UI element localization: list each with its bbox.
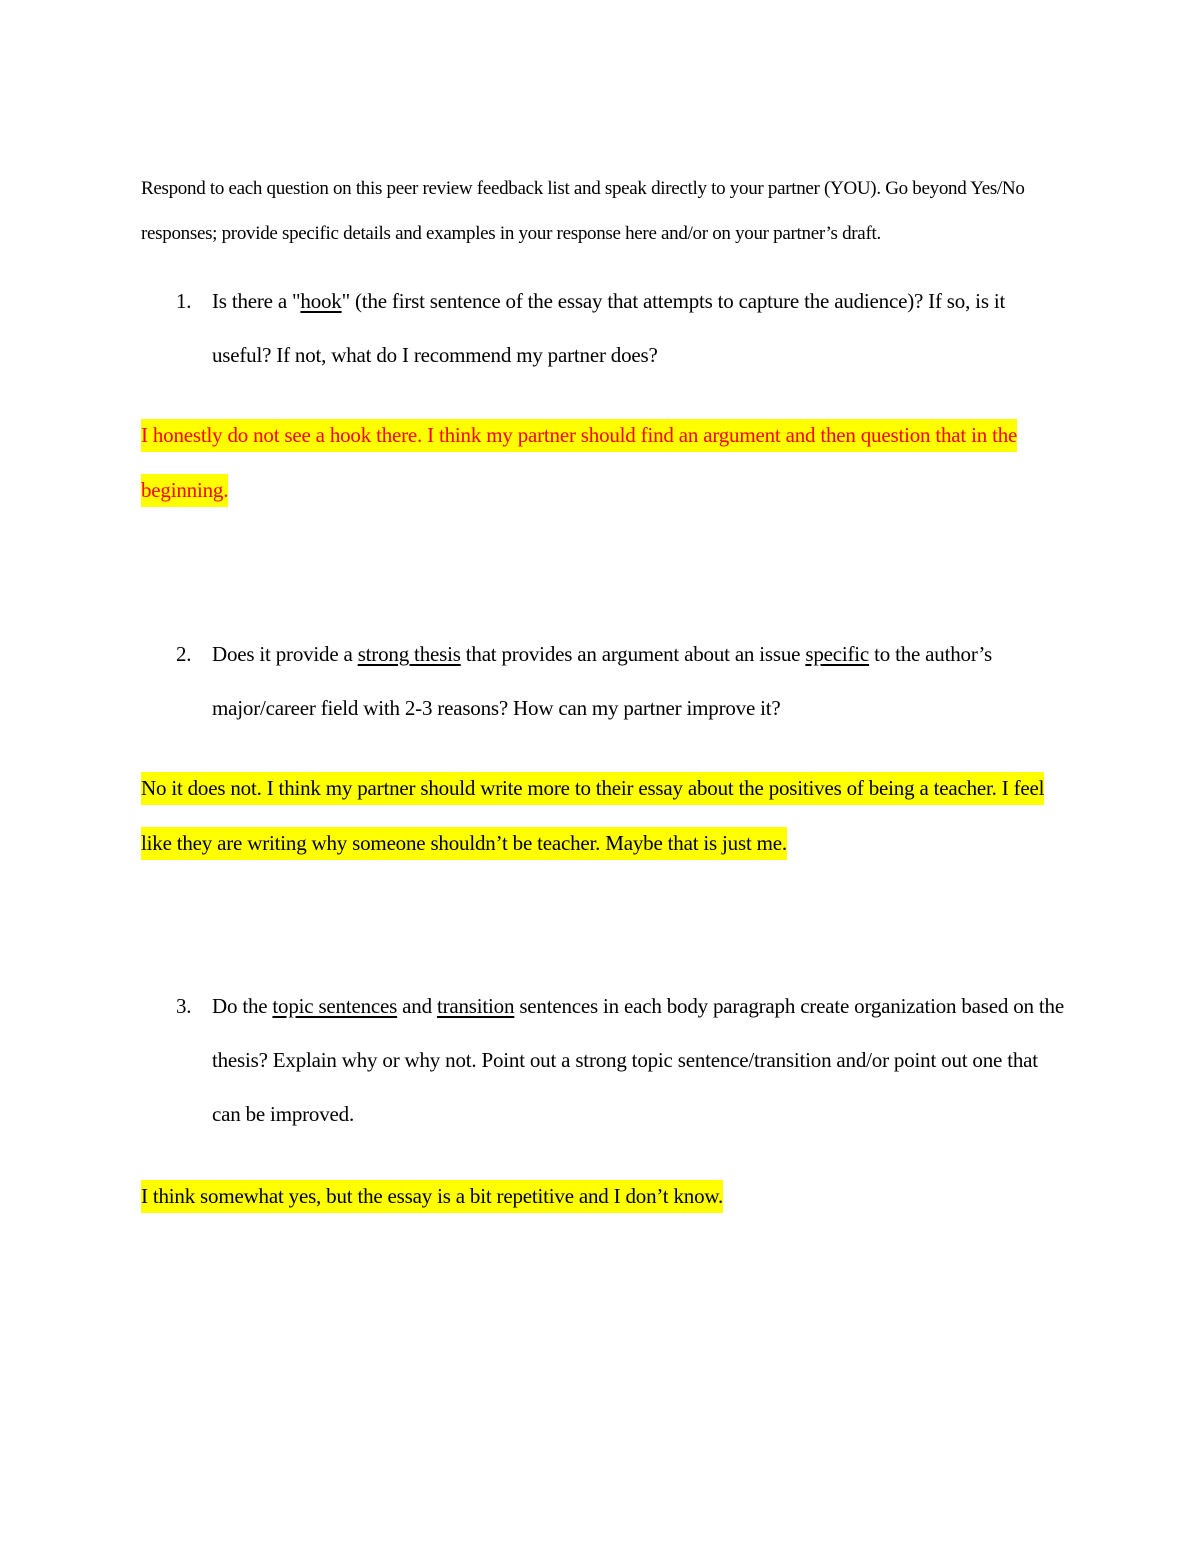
question-number: 1. xyxy=(176,289,192,313)
question-3 xyxy=(141,979,1066,1141)
instructions-paragraph: Respond to each question on this peer review feedback list and speak directly to your partner (YOU). Go beyond Yes/No responses; provide specific details and examples in your response here and/or on your partner’s draft. xyxy=(141,178,1025,244)
answer-1 xyxy=(141,408,1071,518)
underlined-term-specific: specific xyxy=(805,642,870,666)
answer-3 xyxy=(141,1169,1071,1224)
question-number: 3. xyxy=(176,994,192,1018)
underlined-term-strong-thesis: strong thesis xyxy=(357,642,461,666)
underlined-term-hook: hook xyxy=(300,289,342,313)
highlighted-answer: I think somewhat yes, but the essay is a bit repetitive and I don’t know. xyxy=(141,1180,723,1213)
answer-2 xyxy=(141,761,1071,871)
question-text: Does it provide a strong thesis that provides an argument about an issue specific to the author’s major/career field with 2-3 reasons? How can my partner improve it? xyxy=(212,642,993,720)
highlighted-answer: No it does not. I think my partner should write more to their essay about the positives of being a teacher. I feel like they are writing why someone shouldn’t be teacher. Maybe that is just me. xyxy=(141,772,1044,860)
question-text: Is there a "hook" (the first sentence of the essay that attempts to capture the audience)? If so, is it useful? If not, what do I recommend my partner does? xyxy=(212,289,1006,367)
question-number: 2. xyxy=(176,642,192,666)
underlined-term-topic-sentences: topic sentences xyxy=(272,994,398,1018)
question-2 xyxy=(141,627,1066,735)
highlighted-answer: I honestly do not see a hook there. I think my partner should find an argument and then question that in the beginning. xyxy=(141,419,1017,507)
question-text: Do the topic sentences and transition sentences in each body paragraph create organization based on the thesis? Explain why or why not. Point out a strong topic sentence/transition and/or point out one that can be improved. xyxy=(212,994,1064,1126)
question-1 xyxy=(141,274,1066,382)
underlined-term-transition: transition xyxy=(436,994,515,1018)
